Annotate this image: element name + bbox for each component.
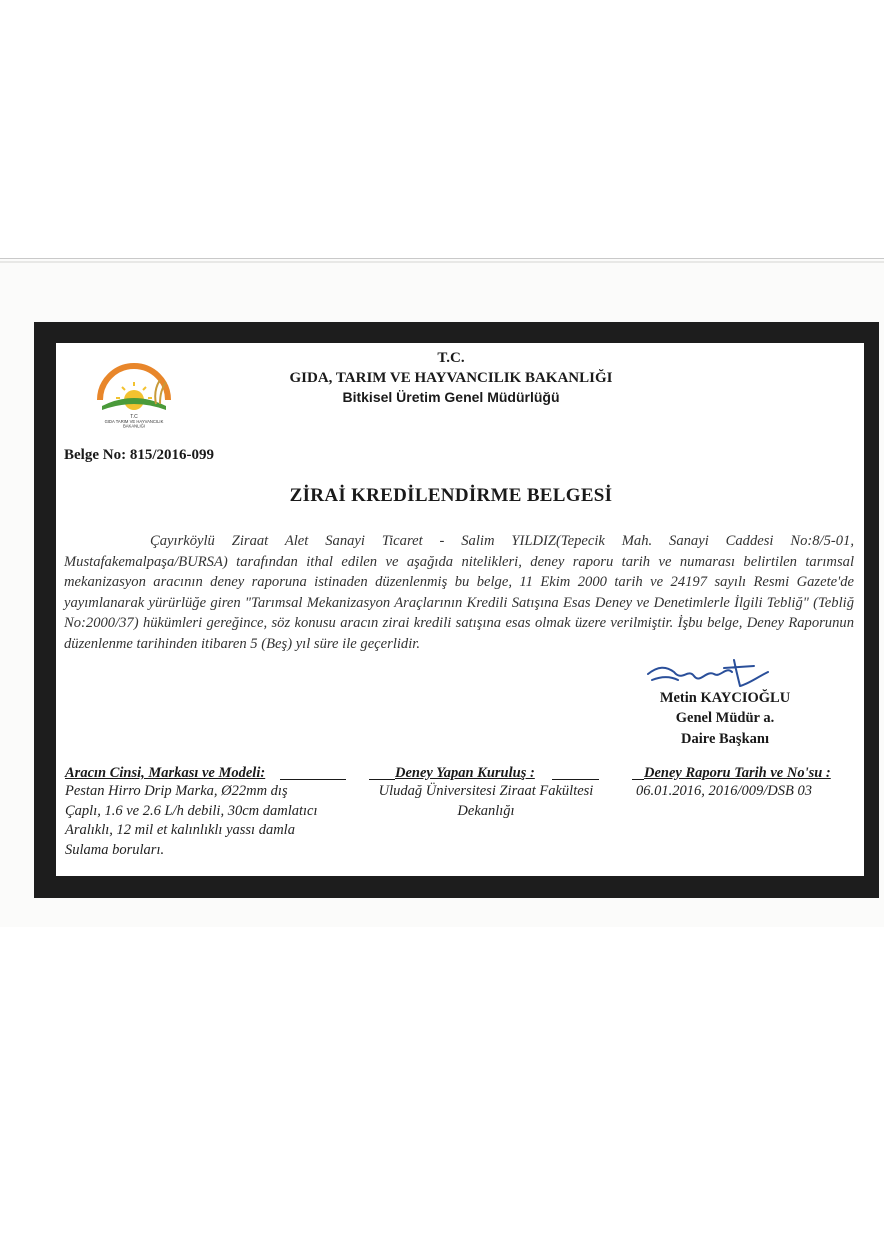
report-description bbox=[636, 782, 866, 802]
institution-description bbox=[356, 782, 616, 821]
header-country: T.C. bbox=[437, 350, 465, 366]
logo-ministry-text: GIDA TARIM VE HAYVANCILIK bbox=[104, 419, 164, 424]
header-ministry: GIDA, TARIM VE HAYVANCILIK BAKANLIĞI bbox=[289, 370, 613, 386]
institution-line-1: Uludağ Üniversitesi Ziraat Fakültesi bbox=[378, 783, 594, 799]
body-paragraph: Çayırköylü Ziraat Alet Sanayi Ticaret - Salim YILDIZ(Tepecik Mah. Sanayi Caddesi No:8/5-01, Mustafakemalpaşa/BURSA) tarafından ithal edilen ve aşağıda nitelikleri, deney raporu tarih ve numarası belirtilen tarımsal mekanizasyon aracının deney raporuna istinaden düzenlenmiş bu belge, 11 Ekim 2000 tarih ve 24197 sayılı Resmi Gazete'de yayımlanarak yürürlüğe giren "Tarımsal Mekanizasyon Araçlarının Kredili Satışına Esas Deney ve Denetimlerle İlgili Tebliğ" (Tebliğ No:2000/37) hükümleri gereğince, söz konusu aracın zirai kredili satışına esas olmak üzere verilmiştir. İşbu belge, Deney Raporunun düzenlenme tarihinden itibaren 5 (Beş) yıl süre ile geçerlidir. bbox=[64, 533, 854, 652]
signature-image bbox=[644, 656, 774, 692]
certificate-title: ZİRAİ KREDİLENDİRME BELGESİ bbox=[289, 485, 613, 506]
vehicle-line-3: Aralıklı, 12 mil et kalınlıklı yassı damla bbox=[65, 822, 295, 838]
signatory-title-1: Genel Müdür a. bbox=[675, 710, 775, 726]
report-line-1: 06.01.2016, 2016/009/DSB 03 bbox=[636, 783, 813, 799]
report-heading-rule-left bbox=[632, 779, 644, 780]
institution-heading-rule-right bbox=[552, 779, 599, 780]
vehicle-line-1: Pestan Hirro Drip Marka, Ø22mm dış bbox=[65, 783, 288, 799]
vehicle-heading-rule bbox=[280, 779, 346, 780]
vehicle-line-2: Çaplı, 1.6 ve 2.6 L/h debili, 30cm damlatıcı bbox=[65, 802, 318, 819]
institution-heading: Deney Yapan Kuruluş : bbox=[395, 765, 535, 781]
report-heading: Deney Raporu Tarih ve No'su : bbox=[644, 765, 831, 781]
logo-top-text: T.C bbox=[130, 414, 138, 420]
signatory-name: Metin KAYCIOĞLU bbox=[659, 690, 791, 706]
institution-line-2: Dekanlığı bbox=[457, 802, 515, 819]
logo-bottom-text: BAKANLIĞI bbox=[122, 423, 146, 428]
header-directorate: Bitkisel Üretim Genel Müdürlüğü bbox=[342, 389, 560, 405]
vehicle-heading: Aracın Cinsi, Markası ve Modeli: bbox=[65, 765, 266, 781]
scan-edge bbox=[0, 261, 884, 263]
institution-heading-rule-left bbox=[369, 779, 395, 780]
vehicle-line-4: Sulama boruları. bbox=[65, 841, 165, 858]
document-number: Belge No: 815/2016-099 bbox=[64, 447, 214, 463]
certificate-body-text bbox=[64, 531, 854, 655]
vehicle-description bbox=[65, 782, 355, 860]
signatory-title-2: Daire Başkanı bbox=[681, 731, 769, 747]
